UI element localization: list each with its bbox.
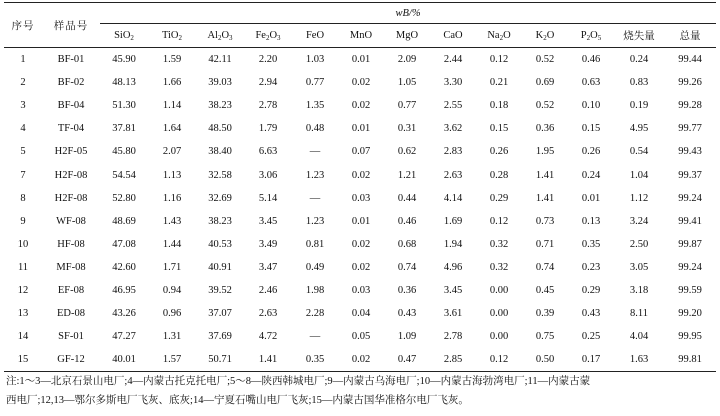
value-cell: 1.63 xyxy=(614,348,664,372)
value-cell: 2.46 xyxy=(258,284,278,296)
value-cell: 3.05 xyxy=(629,261,649,273)
oxide-base: FeO xyxy=(305,30,325,41)
value-cell: 0.77 xyxy=(305,77,325,89)
sample-cell: MF-08 xyxy=(56,261,86,273)
seq-cell: 3 xyxy=(20,100,26,112)
value-cell: 0.44 xyxy=(397,192,417,204)
value-cell: 0.24 xyxy=(581,169,601,181)
oxide-base: MgO xyxy=(395,30,419,41)
table-row xyxy=(4,48,716,72)
value-cell: 8.11 xyxy=(630,308,648,320)
oxide-base: K xyxy=(535,30,544,41)
value-cell: 0.10 xyxy=(581,100,601,112)
value-cell: 2.94 xyxy=(258,77,278,89)
value-cell: 0.74 xyxy=(397,261,417,273)
oxide-header xyxy=(338,24,384,48)
sample-cell: BF-01 xyxy=(57,54,85,66)
sample-cell: ED-08 xyxy=(57,308,85,320)
value-cell: 4.72 xyxy=(258,331,278,343)
value-cell: 5.14 xyxy=(258,192,278,204)
value-cell: 0.07 xyxy=(351,146,371,158)
sample-cell: BF-02 xyxy=(57,77,85,89)
value-cell: 2.07 xyxy=(162,146,182,158)
table-row xyxy=(4,210,716,233)
seq-cell: 15 xyxy=(4,348,42,372)
value-cell: 3.62 xyxy=(443,123,463,135)
value-cell: 2.78 xyxy=(258,100,278,112)
value-cell: 3.45 xyxy=(258,215,278,227)
value-cell: 0.00 xyxy=(489,308,509,320)
value-cell: 99.87 xyxy=(678,238,702,250)
value-cell: 2.63 xyxy=(443,169,463,181)
oxide-tail: O xyxy=(590,30,598,41)
value-cell: 45.80 xyxy=(112,146,136,158)
oxide-base: 烧失量 xyxy=(623,31,655,42)
value-cell: 1.94 xyxy=(443,238,463,250)
value-cell: 2.83 xyxy=(443,146,463,158)
value-cell: 43.26 xyxy=(112,308,136,320)
oxide-header xyxy=(292,24,338,48)
table-row xyxy=(4,348,716,372)
value-cell: 99.24 xyxy=(678,192,702,204)
oxide-header xyxy=(196,24,244,48)
value-cell: 0.35 xyxy=(292,348,338,372)
value-cell: — xyxy=(309,192,321,204)
value-cell: 0.47 xyxy=(384,348,430,372)
oxide-header xyxy=(430,24,476,48)
value-cell: 4.14 xyxy=(443,192,463,204)
seq-cell: 13 xyxy=(17,308,29,320)
sample-cell: TF-04 xyxy=(57,123,85,135)
value-cell: 0.18 xyxy=(489,100,509,112)
value-cell: 1.31 xyxy=(162,331,182,343)
value-cell: 0.31 xyxy=(397,123,417,135)
oxide-base: 总量 xyxy=(679,31,701,42)
oxide-tail: O xyxy=(221,30,230,41)
sample-cell: WF-08 xyxy=(56,215,86,227)
oxide-tail-subscript: 5 xyxy=(597,34,602,42)
value-cell: 3.61 xyxy=(443,308,463,320)
oxide-base: CaO xyxy=(443,30,463,41)
value-cell: 0.68 xyxy=(397,238,417,250)
value-cell: 39.03 xyxy=(208,77,232,89)
seq-cell: 4 xyxy=(20,123,26,135)
table-body xyxy=(4,48,716,372)
value-cell: 1.21 xyxy=(397,169,417,181)
seq-cell: 8 xyxy=(20,192,26,204)
value-cell: 99.20 xyxy=(678,308,702,320)
sample-cell: GF-12 xyxy=(42,348,100,372)
value-cell: 3.30 xyxy=(443,77,463,89)
value-cell: — xyxy=(309,331,321,343)
value-cell: 0.36 xyxy=(535,123,555,135)
table-row xyxy=(4,94,716,117)
value-cell: 2.55 xyxy=(443,100,463,112)
value-cell: 4.95 xyxy=(629,123,649,135)
value-cell: 0.43 xyxy=(581,308,601,320)
value-cell: 0.62 xyxy=(397,146,417,158)
value-cell: 0.28 xyxy=(489,169,509,181)
value-cell: 37.07 xyxy=(208,308,232,320)
sample-header: 样品号 xyxy=(42,3,100,48)
value-cell: 0.26 xyxy=(489,146,509,158)
value-cell: 0.02 xyxy=(338,348,384,372)
sample-cell: BF-04 xyxy=(57,100,85,112)
value-cell: 1.57 xyxy=(148,348,196,372)
value-cell: 1.13 xyxy=(162,169,182,181)
value-cell: 54.54 xyxy=(112,169,136,181)
oxide-tail: O xyxy=(269,30,278,41)
value-cell: 1.04 xyxy=(629,169,649,181)
value-cell: 1.05 xyxy=(397,77,417,89)
value-cell: 99.59 xyxy=(678,284,702,296)
oxide-header xyxy=(244,24,292,48)
value-cell: 0.02 xyxy=(351,77,371,89)
value-cell: 2.20 xyxy=(258,54,278,66)
value-cell: 0.17 xyxy=(568,348,614,372)
value-cell: 51.30 xyxy=(112,100,136,112)
seq-cell: 14 xyxy=(17,331,29,343)
value-cell: 1.12 xyxy=(629,192,649,204)
value-cell: 40.01 xyxy=(100,348,148,372)
value-cell: 1.44 xyxy=(162,238,182,250)
value-cell: 99.81 xyxy=(664,348,716,372)
value-cell: 0.04 xyxy=(351,308,371,320)
value-cell: 0.15 xyxy=(489,123,509,135)
value-cell: 42.11 xyxy=(208,54,232,66)
value-cell: 1.41 xyxy=(244,348,292,372)
oxide-base: TiO xyxy=(161,30,179,41)
value-cell: 0.01 xyxy=(351,54,371,66)
value-cell: 99.95 xyxy=(678,331,702,343)
composition-table xyxy=(4,2,716,372)
value-cell: 0.23 xyxy=(581,261,601,273)
value-cell: 0.48 xyxy=(305,123,325,135)
value-cell: 0.02 xyxy=(351,100,371,112)
value-cell: 0.46 xyxy=(581,54,601,66)
value-cell: 0.73 xyxy=(535,215,555,227)
value-cell: 48.13 xyxy=(112,77,136,89)
oxide-base: MnO xyxy=(349,30,373,41)
oxide-subscript: 2 xyxy=(586,34,591,42)
table-row xyxy=(4,163,716,186)
value-cell: 2.44 xyxy=(443,54,463,66)
seq-cell: 7 xyxy=(20,169,26,181)
value-cell: 1.41 xyxy=(535,192,555,204)
value-cell: 0.25 xyxy=(581,331,601,343)
value-cell: 0.39 xyxy=(535,308,555,320)
value-cell: 2.28 xyxy=(305,308,325,320)
oxide-base: Fe xyxy=(255,30,266,41)
value-cell: 2.63 xyxy=(258,308,278,320)
value-cell: 1.64 xyxy=(162,123,182,135)
mass-fraction-header: wB/% xyxy=(100,3,716,24)
table-row xyxy=(4,325,716,348)
value-cell: 0.36 xyxy=(397,284,417,296)
seq-cell: 12 xyxy=(17,284,29,296)
value-cell: 0.74 xyxy=(535,261,555,273)
seq-cell: 9 xyxy=(20,215,26,227)
value-cell: 0.12 xyxy=(489,54,509,66)
value-cell: 1.79 xyxy=(258,123,278,135)
oxide-tail: O xyxy=(503,30,511,41)
sample-cell: H2F-05 xyxy=(54,146,88,158)
table-row xyxy=(4,140,716,163)
value-cell: 0.12 xyxy=(476,348,522,372)
value-cell: 40.91 xyxy=(208,261,232,273)
value-cell: 0.75 xyxy=(535,331,555,343)
footnote-line-2: 西电厂;12,13—鄂尔多斯电厂飞灰、底灰;14—宁夏石嘴山电厂飞灰;15—内蒙古国华准格尔电厂飞灰。 xyxy=(6,395,469,406)
value-cell: 38.23 xyxy=(208,100,232,112)
seq-cell: 5 xyxy=(20,146,26,158)
value-cell: 3.45 xyxy=(443,284,463,296)
value-cell: 3.24 xyxy=(629,215,649,227)
value-cell: 1.95 xyxy=(535,146,555,158)
value-cell: 0.77 xyxy=(397,100,417,112)
oxide-subscript: 2 xyxy=(217,34,222,42)
value-cell: 0.15 xyxy=(581,123,601,135)
value-cell: 0.96 xyxy=(162,308,182,320)
seq-header: 序号 xyxy=(4,3,42,48)
value-cell: 0.54 xyxy=(629,146,649,158)
value-cell: 2.09 xyxy=(397,54,417,66)
value-cell: 1.23 xyxy=(305,169,325,181)
value-cell: 0.03 xyxy=(351,284,371,296)
sample-cell: SF-01 xyxy=(58,331,84,343)
value-cell: 0.05 xyxy=(351,331,371,343)
value-cell: 99.26 xyxy=(678,77,702,89)
oxide-header xyxy=(522,24,568,48)
value-cell: 1.66 xyxy=(162,77,182,89)
value-cell: 0.49 xyxy=(305,261,325,273)
value-cell: 47.08 xyxy=(112,238,136,250)
value-cell: 0.35 xyxy=(581,238,601,250)
oxide-base: Na xyxy=(487,30,500,41)
sample-cell: EF-08 xyxy=(57,284,85,296)
value-cell: 99.43 xyxy=(678,146,702,158)
table-row xyxy=(4,187,716,210)
value-cell: 38.40 xyxy=(208,146,232,158)
value-cell: 1.98 xyxy=(305,284,325,296)
seq-cell: 10 xyxy=(17,238,29,250)
seq-cell: 11 xyxy=(17,261,29,273)
value-cell: — xyxy=(309,146,321,158)
value-cell: 32.58 xyxy=(208,169,232,181)
value-cell: 0.46 xyxy=(397,215,417,227)
value-cell: 0.12 xyxy=(489,215,509,227)
value-cell: 48.69 xyxy=(112,215,136,227)
oxide-header xyxy=(100,24,148,48)
value-cell: 46.95 xyxy=(112,284,136,296)
value-cell: 99.41 xyxy=(678,215,702,227)
value-cell: 0.01 xyxy=(351,215,371,227)
value-cell: 45.90 xyxy=(112,54,136,66)
value-cell: 0.50 xyxy=(522,348,568,372)
sample-cell: H2F-08 xyxy=(54,169,88,181)
value-cell: 0.21 xyxy=(489,77,509,89)
table-row xyxy=(4,302,716,325)
value-cell: 0.45 xyxy=(535,284,555,296)
value-cell: 0.83 xyxy=(629,77,649,89)
value-cell: 0.02 xyxy=(351,169,371,181)
oxide-tail-subscript: 3 xyxy=(277,34,281,42)
oxide-subscript: 2 xyxy=(499,34,504,42)
seq-cell: 1 xyxy=(20,54,26,66)
value-cell: 0.01 xyxy=(581,192,601,204)
oxide-header xyxy=(476,24,522,48)
value-cell: 1.14 xyxy=(162,100,182,112)
value-cell: 3.47 xyxy=(258,261,278,273)
value-cell: 99.24 xyxy=(678,261,702,273)
value-cell: 50.71 xyxy=(196,348,244,372)
value-cell: 2.78 xyxy=(443,331,463,343)
value-cell: 99.77 xyxy=(678,123,702,135)
value-cell: 0.26 xyxy=(581,146,601,158)
value-cell: 3.18 xyxy=(629,284,649,296)
value-cell: 4.04 xyxy=(629,331,649,343)
value-cell: 0.19 xyxy=(629,100,649,112)
value-cell: 3.49 xyxy=(258,238,278,250)
oxide-base: Al xyxy=(207,30,218,41)
sample-cell: H2F-08 xyxy=(54,192,88,204)
value-cell: 40.53 xyxy=(208,238,232,250)
value-cell: 99.28 xyxy=(678,100,702,112)
seq-cell: 2 xyxy=(20,77,26,89)
oxide-tail-subscript: 3 xyxy=(229,34,233,42)
value-cell: 0.43 xyxy=(397,308,417,320)
value-cell: 99.44 xyxy=(678,54,702,66)
oxide-header xyxy=(664,24,716,48)
value-cell: 42.60 xyxy=(112,261,136,273)
value-cell: 6.63 xyxy=(258,146,278,158)
oxide-base: SiO xyxy=(114,30,131,41)
value-cell: 1.41 xyxy=(535,169,555,181)
value-cell: 1.59 xyxy=(162,54,182,66)
oxide-header xyxy=(384,24,430,48)
value-cell: 0.01 xyxy=(351,123,371,135)
value-cell: 0.03 xyxy=(351,192,371,204)
value-cell: 0.52 xyxy=(535,100,555,112)
value-cell: 2.50 xyxy=(629,238,649,250)
oxide-header xyxy=(148,24,196,48)
table-footnote xyxy=(6,372,712,410)
value-cell: 0.02 xyxy=(351,238,371,250)
table-row xyxy=(4,279,716,302)
value-cell: 37.81 xyxy=(112,123,136,135)
oxide-subscript: 2 xyxy=(265,34,270,42)
value-cell: 48.50 xyxy=(208,123,232,135)
value-cell: 1.16 xyxy=(162,192,182,204)
value-cell: 2.85 xyxy=(430,348,476,372)
value-cell: 1.09 xyxy=(397,331,417,343)
oxide-base: P xyxy=(580,30,587,41)
value-cell: 0.00 xyxy=(489,284,509,296)
oxide-subscript: 2 xyxy=(178,34,183,42)
value-cell: 0.24 xyxy=(629,54,649,66)
value-cell: 38.23 xyxy=(208,215,232,227)
oxide-subscript: 2 xyxy=(543,34,547,42)
header-row-2 xyxy=(4,24,716,48)
value-cell: 3.06 xyxy=(258,169,278,181)
sample-cell: HF-08 xyxy=(57,238,85,250)
table-row xyxy=(4,71,716,94)
value-cell: 0.69 xyxy=(535,77,555,89)
value-cell: 32.69 xyxy=(208,192,232,204)
table-row xyxy=(4,117,716,140)
value-cell: 0.29 xyxy=(581,284,601,296)
value-cell: 52.80 xyxy=(112,192,136,204)
value-cell: 0.29 xyxy=(489,192,509,204)
value-cell: 1.69 xyxy=(443,215,463,227)
value-cell: 47.27 xyxy=(112,331,136,343)
value-cell: 99.37 xyxy=(678,169,702,181)
oxide-tail: O xyxy=(546,30,555,41)
oxide-header xyxy=(614,24,664,48)
value-cell: 1.35 xyxy=(305,100,325,112)
value-cell: 1.23 xyxy=(305,215,325,227)
value-cell: 0.13 xyxy=(581,215,601,227)
value-cell: 0.32 xyxy=(489,238,509,250)
value-cell: 1.03 xyxy=(305,54,325,66)
value-cell: 0.81 xyxy=(305,238,325,250)
value-cell: 0.94 xyxy=(162,284,182,296)
table-row xyxy=(4,233,716,256)
oxide-subscript: 2 xyxy=(130,34,134,42)
footnote-line-1: 注:1～3—北京石景山电厂;4—内蒙古托克托电厂;5～8—陕西韩城电厂;9—内蒙古乌海电厂;10—内蒙古海勃湾电厂;11—内蒙古蒙 xyxy=(6,376,591,387)
value-cell: 4.96 xyxy=(443,261,463,273)
value-cell: 0.52 xyxy=(535,54,555,66)
table-row xyxy=(4,256,716,279)
value-cell: 0.00 xyxy=(489,331,509,343)
oxide-header xyxy=(568,24,614,48)
value-cell: 39.52 xyxy=(208,284,232,296)
value-cell: 0.02 xyxy=(351,261,371,273)
header-row-1 xyxy=(4,3,716,24)
value-cell: 0.71 xyxy=(535,238,555,250)
value-cell: 37.69 xyxy=(208,331,232,343)
value-cell: 1.43 xyxy=(162,215,182,227)
value-cell: 0.32 xyxy=(489,261,509,273)
value-cell: 0.63 xyxy=(581,77,601,89)
value-cell: 1.71 xyxy=(162,261,182,273)
